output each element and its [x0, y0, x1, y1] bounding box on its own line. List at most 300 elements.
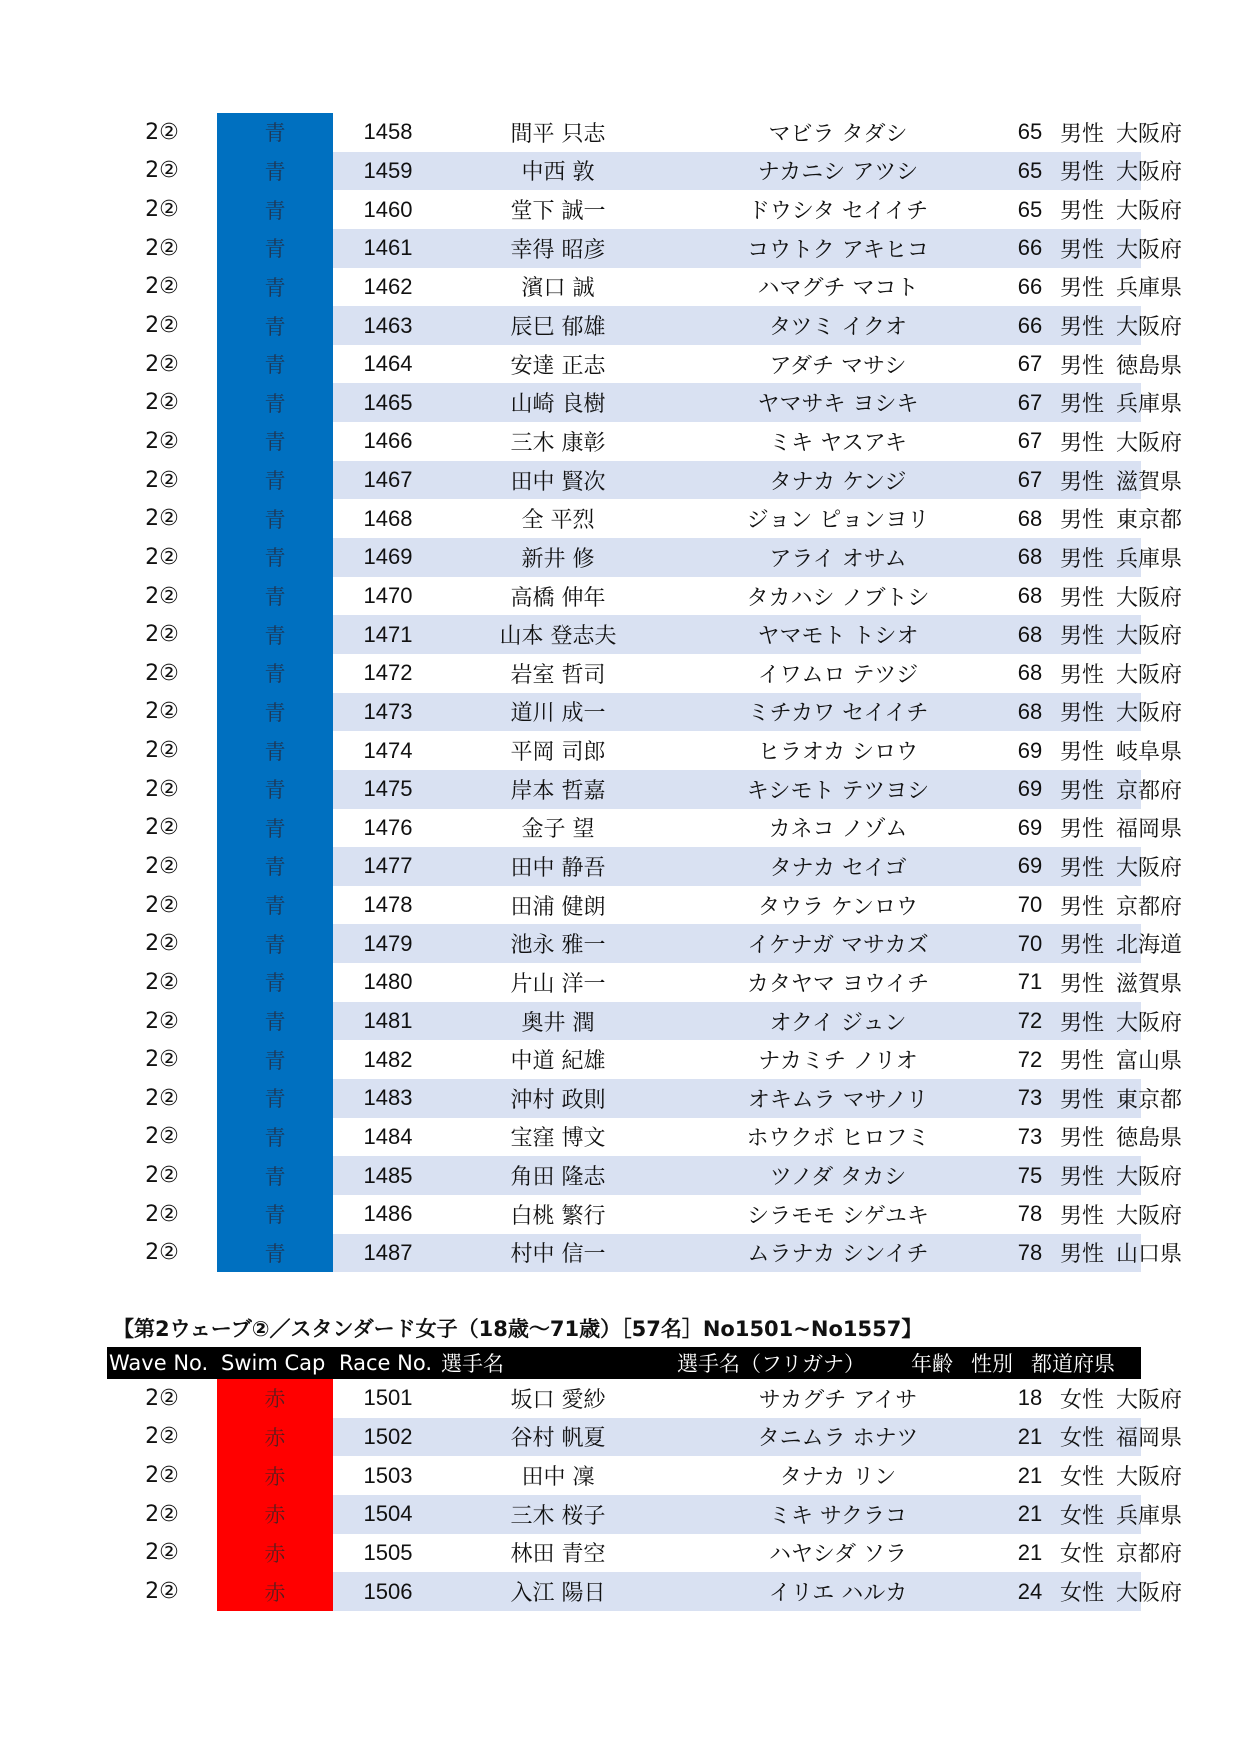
table-row	[107, 1079, 1182, 1118]
wave-cell: 2②	[145, 1124, 179, 1150]
prefecture-cell: 大阪府	[1115, 121, 1182, 147]
age-cell: 21	[1017, 1501, 1043, 1527]
table-row	[107, 1418, 1182, 1457]
prefecture-cell: 大阪府	[1115, 199, 1182, 225]
gender-cell: 男性	[1059, 1049, 1104, 1075]
table-row	[107, 1572, 1182, 1611]
wave-cell: 2②	[145, 544, 179, 570]
wave-cell: 2②	[145, 197, 179, 223]
header-name: 選手名	[441, 1352, 504, 1376]
athlete-kana-cell: イリエ ハルカ	[768, 1581, 908, 1607]
prefecture-cell: 北海道	[1115, 933, 1182, 959]
athlete-kana-cell: オクイ ジュン	[769, 1010, 907, 1036]
swim-cap-cell: 青	[217, 654, 333, 693]
table-row	[107, 461, 1182, 500]
athlete-name-cell: 濱口 誠	[521, 276, 595, 302]
prefecture-cell: 山口県	[1115, 1242, 1182, 1268]
athlete-kana-cell: ツノダ タカシ	[769, 1165, 907, 1191]
athlete-kana-cell: ヤマモト トシオ	[757, 624, 919, 650]
age-cell: 18	[1017, 1385, 1043, 1411]
gender-cell: 男性	[1059, 817, 1104, 843]
header-kana: 選手名（フリガナ）	[677, 1352, 865, 1376]
wave-cell: 2②	[145, 1540, 179, 1566]
race-number-cell: 1471	[363, 621, 413, 647]
swim-cap-cell: 青	[217, 383, 333, 422]
athlete-kana-cell: シラモモ シゲユキ	[747, 1203, 929, 1229]
swim-cap-cell: 青	[217, 1002, 333, 1041]
table-row	[107, 1156, 1182, 1195]
table-row	[107, 538, 1182, 577]
athlete-name-cell: 宝窪 博文	[510, 1126, 606, 1152]
race-number-cell: 1473	[363, 698, 413, 724]
swim-cap-cell: 青	[217, 422, 333, 461]
wave-cell: 2②	[145, 1501, 179, 1527]
age-cell: 70	[1017, 892, 1043, 918]
prefecture-cell: 大阪府	[1115, 1010, 1182, 1036]
swim-cap-cell: 青	[217, 963, 333, 1002]
prefecture-cell: 東京都	[1115, 508, 1182, 534]
age-cell: 68	[1017, 544, 1043, 570]
swim-cap-cell: 青	[217, 577, 333, 616]
table-row	[107, 615, 1182, 654]
prefecture-cell: 大阪府	[1115, 160, 1182, 186]
wave-cell: 2②	[145, 1240, 179, 1266]
athlete-name-cell: 幸得 昭彦	[510, 237, 606, 263]
wave-cell: 2②	[145, 622, 179, 648]
athlete-kana-cell: アライ オサム	[769, 546, 907, 572]
prefecture-cell: 滋賀県	[1115, 469, 1182, 495]
swim-cap-cell: 赤	[217, 1534, 333, 1573]
age-cell: 66	[1017, 312, 1043, 338]
prefecture-cell: 大阪府	[1115, 585, 1182, 611]
gender-cell: 男性	[1059, 1203, 1104, 1229]
swim-cap-cell: 青	[217, 306, 333, 345]
age-cell: 65	[1017, 119, 1043, 145]
athlete-kana-cell: ヤマサキ ヨシキ	[757, 392, 919, 418]
swim-cap-cell: 赤	[217, 1418, 333, 1457]
age-cell: 21	[1017, 1423, 1043, 1449]
age-cell: 73	[1017, 1085, 1043, 1111]
athlete-kana-cell: サカグチ アイサ	[758, 1387, 918, 1413]
table-row	[107, 1234, 1182, 1273]
wave-cell: 2②	[145, 931, 179, 957]
prefecture-cell: 大阪府	[1115, 1387, 1182, 1413]
wave-cell: 2②	[145, 1463, 179, 1489]
prefecture-cell: 大阪府	[1115, 701, 1182, 727]
gender-cell: 男性	[1059, 160, 1104, 186]
gender-cell: 男性	[1059, 469, 1104, 495]
athlete-name-cell: 田中 凜	[521, 1465, 595, 1491]
table-row	[107, 654, 1182, 693]
gender-cell: 男性	[1059, 1126, 1104, 1152]
race-number-cell: 1506	[363, 1578, 413, 1604]
athlete-kana-cell: カネコ ノゾム	[768, 817, 908, 843]
table-row	[107, 1195, 1182, 1234]
athlete-kana-cell: イワムロ テツジ	[757, 662, 919, 688]
table-row	[107, 383, 1182, 422]
wave-cell: 2②	[145, 1008, 179, 1034]
gender-cell: 男性	[1059, 392, 1104, 418]
wave-cell: 2②	[145, 390, 179, 416]
age-cell: 68	[1017, 660, 1043, 686]
athlete-kana-cell: コウトク アキヒコ	[747, 237, 929, 263]
race-number-cell: 1480	[363, 969, 413, 995]
race-number-cell: 1470	[363, 583, 413, 608]
swim-cap-cell: 赤	[217, 1379, 333, 1418]
swim-cap-cell: 青	[217, 809, 333, 848]
race-number-cell: 1505	[363, 1539, 413, 1565]
swim-cap-cell: 青	[217, 461, 333, 500]
athlete-kana-cell: タナカ リン	[779, 1465, 897, 1491]
prefecture-cell: 兵庫県	[1115, 276, 1182, 302]
swim-cap-cell: 青	[217, 152, 333, 191]
race-number-cell: 1460	[363, 196, 413, 222]
athlete-kana-cell: ヒラオカ シロウ	[757, 740, 919, 766]
athlete-name-cell: 沖村 政則	[510, 1087, 606, 1113]
swim-cap-cell: 青	[217, 190, 333, 229]
gender-cell: 男性	[1059, 933, 1104, 959]
athlete-name-cell: 奥井 潤	[521, 1010, 595, 1036]
athlete-kana-cell: ホウクボ ヒロフミ	[746, 1126, 930, 1152]
prefecture-cell: 京都府	[1115, 778, 1182, 804]
race-number-cell: 1502	[363, 1423, 413, 1449]
gender-cell: 女性	[1059, 1581, 1104, 1607]
athlete-kana-cell: ミキ サクラコ	[768, 1503, 908, 1529]
age-cell: 65	[1017, 157, 1043, 183]
athlete-kana-cell: タカハシ ノブトシ	[746, 585, 930, 611]
table-row	[107, 1379, 1182, 1418]
swim-cap-cell: 青	[217, 886, 333, 925]
athlete-name-cell: 間平 只志	[510, 121, 606, 147]
table-row	[107, 809, 1182, 848]
header-sex: 性別	[971, 1352, 1013, 1376]
table-row	[107, 268, 1182, 307]
table-row	[107, 924, 1182, 963]
wave-cell: 2②	[145, 738, 179, 764]
race-number-cell: 1479	[363, 930, 413, 956]
gender-cell: 男性	[1059, 276, 1104, 302]
athlete-name-cell: 岸本 哲嘉	[510, 778, 606, 804]
athlete-kana-cell: タニムラ ホナツ	[757, 1426, 919, 1452]
age-cell: 68	[1017, 583, 1043, 608]
prefecture-cell: 大阪府	[1115, 315, 1182, 341]
swim-cap-cell: 青	[217, 615, 333, 654]
gender-cell: 男性	[1059, 353, 1104, 379]
gender-cell: 男性	[1059, 662, 1104, 688]
prefecture-cell: 兵庫県	[1115, 546, 1182, 572]
prefecture-cell: 岐阜県	[1115, 740, 1182, 766]
race-number-cell: 1462	[363, 273, 413, 299]
age-cell: 72	[1017, 1046, 1043, 1072]
column-header-row	[107, 1347, 1141, 1379]
age-cell: 72	[1017, 1008, 1043, 1034]
header-age: 年齢	[911, 1352, 953, 1376]
race-number-cell: 1463	[363, 312, 413, 338]
entry-table-men	[107, 113, 1182, 1272]
prefecture-cell: 京都府	[1115, 894, 1182, 920]
prefecture-cell: 大阪府	[1115, 1581, 1182, 1607]
prefecture-cell: 大阪府	[1115, 237, 1182, 263]
athlete-name-cell: 辰巳 郁雄	[510, 315, 606, 341]
gender-cell: 男性	[1059, 508, 1104, 534]
race-number-cell: 1504	[363, 1501, 413, 1527]
wave-cell: 2②	[145, 660, 179, 686]
athlete-name-cell: 高橋 伸年	[510, 585, 606, 611]
prefecture-cell: 兵庫県	[1115, 392, 1182, 418]
wave-cell: 2②	[145, 1579, 179, 1605]
athlete-kana-cell: アダチ マサシ	[769, 353, 907, 379]
gender-cell: 男性	[1059, 199, 1104, 225]
athlete-name-cell: 金子 望	[521, 817, 595, 843]
table-row	[107, 693, 1182, 732]
athlete-name-cell: 新井 修	[521, 546, 595, 572]
gender-cell: 女性	[1059, 1503, 1104, 1529]
age-cell: 69	[1017, 814, 1043, 840]
table-row	[107, 1118, 1182, 1157]
age-cell: 66	[1017, 235, 1043, 261]
athlete-name-cell: 堂下 誠一	[510, 199, 606, 225]
prefecture-cell: 兵庫県	[1115, 1503, 1182, 1529]
athlete-kana-cell: タナカ ケンジ	[769, 469, 907, 495]
race-number-cell: 1482	[363, 1046, 413, 1072]
athlete-kana-cell: ムラナカ シンイチ	[747, 1242, 929, 1268]
wave-cell: 2②	[145, 506, 179, 532]
age-cell: 73	[1017, 1123, 1043, 1149]
athlete-name-cell: 村中 信一	[510, 1242, 606, 1268]
wave-cell: 2②	[145, 815, 179, 841]
swim-cap-cell: 青	[217, 731, 333, 770]
prefecture-cell: 大阪府	[1115, 624, 1182, 650]
race-number-cell: 1475	[363, 776, 413, 802]
athlete-name-cell: 角田 隆志	[510, 1165, 606, 1191]
gender-cell: 男性	[1059, 624, 1104, 650]
wave-cell: 2②	[145, 1085, 179, 1111]
athlete-name-cell: 田中 賢次	[510, 469, 606, 495]
race-number-cell: 1465	[363, 389, 413, 415]
race-number-cell: 1478	[363, 892, 413, 918]
table-row	[107, 422, 1182, 461]
table-row	[107, 1040, 1182, 1079]
race-number-cell: 1485	[363, 1162, 413, 1188]
race-number-cell: 1458	[363, 119, 413, 145]
prefecture-cell: 徳島県	[1115, 353, 1182, 379]
age-cell: 71	[1017, 969, 1043, 995]
prefecture-cell: 大阪府	[1115, 430, 1182, 456]
age-cell: 21	[1017, 1539, 1043, 1565]
gender-cell: 男性	[1059, 740, 1104, 766]
swim-cap-cell: 青	[217, 924, 333, 963]
age-cell: 67	[1017, 428, 1043, 454]
athlete-name-cell: 林田 青空	[510, 1542, 606, 1568]
age-cell: 69	[1017, 853, 1043, 879]
swim-cap-cell: 青	[217, 499, 333, 538]
table-row	[107, 1534, 1182, 1573]
age-cell: 78	[1017, 1239, 1043, 1265]
wave-cell: 2②	[145, 776, 179, 802]
age-cell: 68	[1017, 621, 1043, 647]
age-cell: 78	[1017, 1201, 1043, 1227]
table-row	[107, 731, 1182, 770]
gender-cell: 男性	[1059, 546, 1104, 572]
gender-cell: 男性	[1059, 1087, 1104, 1113]
athlete-name-cell: 岩室 哲司	[510, 662, 606, 688]
table-row	[107, 963, 1182, 1002]
race-number-cell: 1501	[363, 1385, 413, 1411]
athlete-kana-cell: ハマグチ マコト	[757, 276, 919, 302]
swim-cap-cell: 青	[217, 1118, 333, 1157]
athlete-kana-cell: ミキ ヤスアキ	[769, 430, 907, 456]
athlete-name-cell: 山崎 良樹	[510, 392, 606, 418]
athlete-kana-cell: ミチカワ セイイチ	[747, 701, 929, 727]
swim-cap-cell: 青	[217, 1234, 333, 1273]
wave-cell: 2②	[145, 428, 179, 454]
swim-cap-cell: 青	[217, 229, 333, 268]
gender-cell: 男性	[1059, 121, 1104, 147]
prefecture-cell: 福岡県	[1115, 1426, 1182, 1452]
athlete-name-cell: 片山 洋一	[510, 971, 606, 997]
race-number-cell: 1467	[363, 467, 413, 493]
entry-table-women	[107, 1379, 1182, 1611]
athlete-name-cell: 三木 桜子	[510, 1503, 606, 1529]
athlete-name-cell: 安達 正志	[510, 353, 606, 379]
gender-cell: 男性	[1059, 855, 1104, 881]
prefecture-cell: 大阪府	[1115, 662, 1182, 688]
table-row	[107, 499, 1182, 538]
table-row	[107, 1456, 1182, 1495]
age-cell: 68	[1017, 698, 1043, 724]
swim-cap-cell: 青	[217, 113, 333, 152]
prefecture-cell: 京都府	[1115, 1542, 1182, 1568]
gender-cell: 女性	[1059, 1387, 1104, 1413]
athlete-name-cell: 山本 登志夫	[499, 624, 617, 650]
athlete-kana-cell: タナカ セイゴ	[769, 855, 907, 881]
wave-cell: 2②	[145, 313, 179, 339]
age-cell: 75	[1017, 1162, 1043, 1188]
athlete-kana-cell: イケナガ マサカズ	[747, 933, 929, 959]
wave-cell: 2②	[145, 119, 179, 145]
athlete-kana-cell: カタヤマ ヨウイチ	[746, 971, 930, 997]
table-row	[107, 886, 1182, 925]
wave-cell: 2②	[145, 1385, 179, 1411]
table-row	[107, 190, 1182, 229]
swim-cap-cell: 赤	[217, 1456, 333, 1495]
table-row	[107, 229, 1182, 268]
athlete-name-cell: 道川 成一	[510, 701, 606, 727]
athlete-name-cell: 平岡 司郎	[510, 740, 606, 766]
athlete-kana-cell: ハヤシダ ソラ	[769, 1542, 907, 1568]
gender-cell: 男性	[1059, 430, 1104, 456]
swim-cap-cell: 青	[217, 770, 333, 809]
gender-cell: 男性	[1059, 1010, 1104, 1036]
athlete-kana-cell: マビラ タダシ	[768, 121, 908, 147]
athlete-name-cell: 中道 紀雄	[510, 1049, 606, 1075]
athlete-name-cell: 白桃 繁行	[510, 1203, 606, 1229]
race-number-cell: 1481	[363, 1008, 413, 1034]
age-cell: 67	[1017, 467, 1043, 493]
gender-cell: 男性	[1059, 701, 1104, 727]
race-number-cell: 1477	[363, 853, 413, 879]
athlete-name-cell: 中西 敦	[521, 160, 595, 186]
swim-cap-cell: 赤	[217, 1495, 333, 1534]
wave-cell: 2②	[145, 892, 179, 918]
race-number-cell: 1483	[363, 1085, 413, 1111]
age-cell: 70	[1017, 930, 1043, 956]
athlete-name-cell: 入江 陽日	[510, 1581, 606, 1607]
age-cell: 24	[1017, 1578, 1043, 1604]
gender-cell: 女性	[1059, 1542, 1104, 1568]
gender-cell: 男性	[1059, 971, 1104, 997]
race-number-cell: 1472	[363, 660, 413, 686]
table-row	[107, 113, 1182, 152]
gender-cell: 男性	[1059, 1242, 1104, 1268]
wave-cell: 2②	[145, 1424, 179, 1450]
gender-cell: 男性	[1059, 778, 1104, 804]
athlete-name-cell: 池永 雅一	[510, 933, 606, 959]
age-cell: 67	[1017, 351, 1043, 377]
athlete-name-cell: 坂口 愛紗	[510, 1387, 606, 1413]
gender-cell: 男性	[1059, 585, 1104, 611]
wave-cell: 2②	[145, 853, 179, 879]
header-cap: Swim Cap	[221, 1351, 326, 1375]
race-number-cell: 1464	[363, 351, 413, 377]
prefecture-cell: 大阪府	[1115, 1203, 1182, 1229]
athlete-name-cell: 田浦 健朗	[510, 894, 606, 920]
table-row	[107, 306, 1182, 345]
wave-cell: 2②	[145, 1201, 179, 1227]
age-cell: 68	[1017, 505, 1043, 531]
athlete-kana-cell: キシモト テツヨシ	[746, 778, 930, 804]
gender-cell: 女性	[1059, 1426, 1104, 1452]
wave-cell: 2②	[145, 1047, 179, 1073]
race-number-cell: 1503	[363, 1462, 413, 1488]
athlete-name-cell: 三木 康彰	[510, 430, 606, 456]
prefecture-cell: 大阪府	[1115, 855, 1182, 881]
swim-cap-cell: 青	[217, 1156, 333, 1195]
prefecture-cell: 徳島県	[1115, 1126, 1182, 1152]
athlete-kana-cell: タツミ イクオ	[769, 315, 907, 341]
gender-cell: 女性	[1059, 1465, 1104, 1491]
header-race: Race No.	[339, 1351, 433, 1375]
prefecture-cell: 滋賀県	[1115, 971, 1182, 997]
race-number-cell: 1484	[363, 1123, 413, 1149]
wave-cell: 2②	[145, 351, 179, 377]
athlete-name-cell: 谷村 帆夏	[510, 1426, 606, 1452]
swim-cap-cell: 青	[217, 538, 333, 577]
gender-cell: 男性	[1059, 1165, 1104, 1191]
swim-cap-cell: 青	[217, 847, 333, 886]
prefecture-cell: 東京都	[1115, 1087, 1182, 1113]
wave-cell: 2②	[145, 467, 179, 493]
gender-cell: 男性	[1059, 237, 1104, 263]
wave-cell: 2②	[145, 699, 179, 725]
athlete-kana-cell: タウラ ケンロウ	[758, 894, 918, 920]
wave-cell: 2②	[145, 969, 179, 995]
table-row	[107, 577, 1182, 616]
athlete-name-cell: 田中 静吾	[510, 855, 606, 881]
prefecture-cell: 大阪府	[1115, 1165, 1182, 1191]
race-number-cell: 1469	[363, 544, 413, 570]
section-title: 【第2ウェーブ②／スタンダード女子（18歳〜71歳）［57名］No1501~No1557】	[113, 1317, 923, 1341]
wave-cell: 2②	[145, 1163, 179, 1189]
prefecture-cell: 福岡県	[1115, 817, 1182, 843]
race-number-cell: 1487	[363, 1239, 413, 1265]
swim-cap-cell: 青	[217, 268, 333, 307]
age-cell: 21	[1017, 1462, 1043, 1488]
table-row	[107, 1495, 1182, 1534]
table-row	[107, 847, 1182, 886]
race-number-cell: 1486	[363, 1201, 413, 1227]
athlete-kana-cell: ナカニシ アツシ	[757, 160, 919, 186]
